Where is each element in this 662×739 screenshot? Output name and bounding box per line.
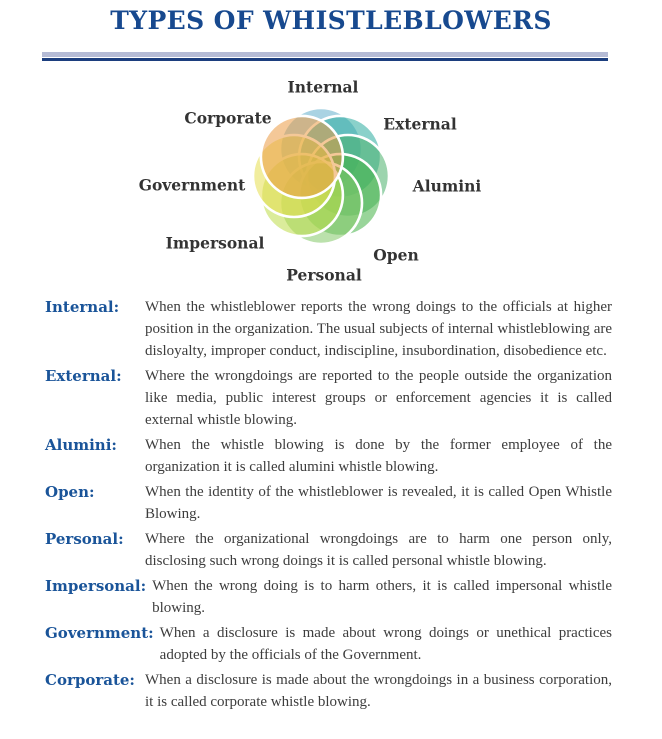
petal-label-internal: Internal xyxy=(287,77,359,97)
definition-text: When a disclosure is made about the wrongdoings in a business corporation, it is called corporate whistle blowing. xyxy=(145,672,612,710)
definition-term: Open: xyxy=(45,483,95,501)
definition-term: Personal: xyxy=(45,530,124,548)
definition-text: When the whistleblower reports the wrong doings to the officials at higher position in the organization. The usual subjects of internal whistleblowing are disloyalty, improper conduct, indiscipline, insubordination, disobedience etc. xyxy=(145,299,612,359)
petal-label-open: Open xyxy=(373,245,419,265)
petal-label-external: External xyxy=(383,114,457,134)
petal-corporate xyxy=(261,116,343,198)
definition-row-impersonal xyxy=(45,575,612,619)
definition-row-internal xyxy=(45,296,612,362)
divider-light-bar xyxy=(42,52,608,57)
definitions-list xyxy=(45,296,612,716)
petal-label-impersonal: Impersonal xyxy=(165,233,265,253)
definition-term: External: xyxy=(45,367,122,385)
definition-text: When a disclosure is made about wrong doings or unethical practices adopted by the officials of the Government. xyxy=(159,625,612,663)
definition-row-government xyxy=(45,622,612,666)
definition-text: When the wrong doing is to harm others, it is called impersonal whistle blowing. xyxy=(152,578,612,616)
definition-term: Alumini: xyxy=(45,436,117,454)
definition-term: Government: xyxy=(45,624,154,642)
definition-row-corporate xyxy=(45,669,612,713)
definition-row-external xyxy=(45,365,612,431)
page-title: TYPES OF WHISTLEBLOWERS xyxy=(110,6,552,35)
definition-term: Corporate: xyxy=(45,671,135,689)
divider-dark-bar xyxy=(42,58,608,61)
petal-label-alumini: Alumini xyxy=(412,176,482,196)
definition-row-personal xyxy=(45,528,612,572)
definition-text: When the whistle blowing is done by the former employee of the organization it is called alumini whistle blowing. xyxy=(145,437,612,475)
definition-term: Internal: xyxy=(45,298,120,316)
definition-text: Where the wrongdoings are reported to the people outside the organization like media, public interest groups or enforcement agencies it is called external whistle blowing. xyxy=(145,368,612,428)
definition-text: Where the organizational wrongdoings are to harm one person only, disclosing such wrong doings it is called personal whistle blowing. xyxy=(145,531,612,569)
definition-text: When the identity of the whistleblower is revealed, it is called Open Whistle Blowing. xyxy=(145,484,612,522)
definition-row-alumini xyxy=(45,434,612,478)
petal-label-corporate: Corporate xyxy=(184,108,272,128)
definition-row-open xyxy=(45,481,612,525)
definition-term: Impersonal: xyxy=(45,577,147,595)
petal-label-government: Government xyxy=(138,175,246,195)
petal-label-personal: Personal xyxy=(286,265,362,285)
